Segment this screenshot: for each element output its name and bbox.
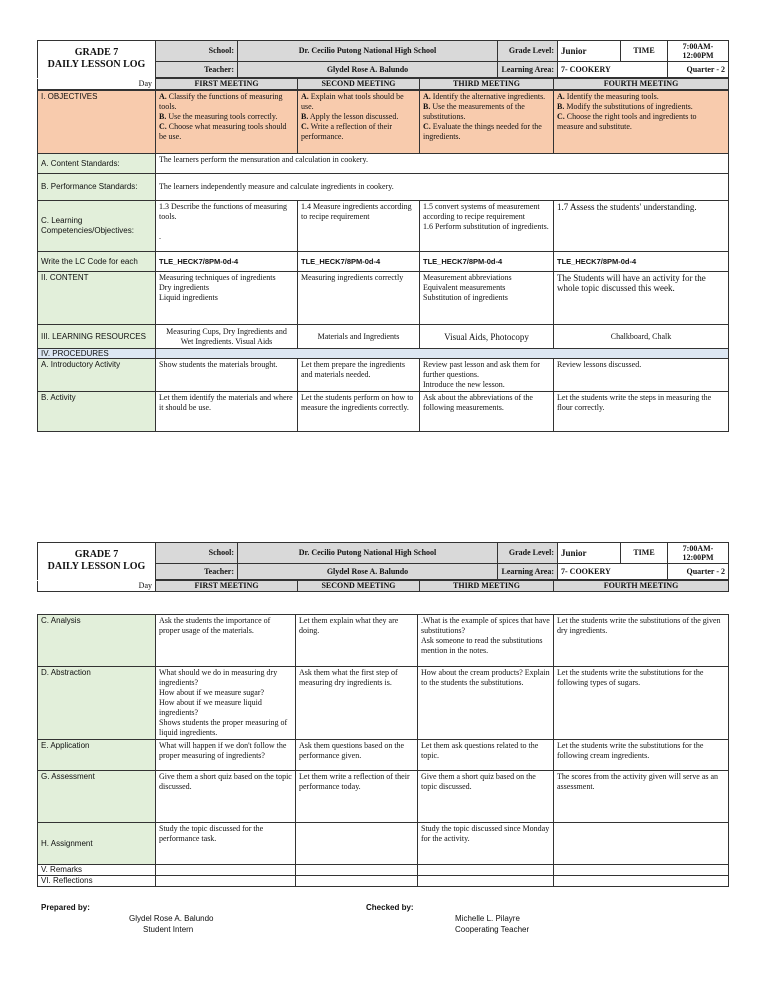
learning-area-label: Learning Area: bbox=[498, 564, 558, 580]
activity-cell-3: Ask about the abbreviations of the following measurements. bbox=[420, 392, 554, 432]
objective-item bbox=[159, 92, 294, 112]
time-label: TIME bbox=[621, 41, 668, 62]
objective-text: Evaluate the things needed for the ingredients. bbox=[423, 122, 542, 141]
intro-cell-3: Review past lesson and ask them for further questions. Introduce the new lesson. bbox=[420, 359, 554, 392]
assignment-label: H. Assignment bbox=[38, 823, 156, 865]
objectives-cell-4 bbox=[554, 91, 729, 154]
objective-text: Identify the measuring tools. bbox=[564, 92, 659, 101]
competency-cell-2: 1.4 Measure ingredients according to recipe requirement bbox=[298, 201, 420, 252]
remarks-row bbox=[38, 865, 729, 876]
school-name: Dr. Cecilio Putong National High School bbox=[238, 543, 498, 564]
objective-text: Identify the alternative ingredients. bbox=[430, 92, 546, 101]
meeting-header-1: FIRST MEETING bbox=[156, 79, 298, 90]
content-cell-4: The Students will have an activity for the whole topic discussed this week. bbox=[554, 272, 729, 325]
time-value: 7:00AM- 12:00PM bbox=[668, 543, 729, 564]
resources-cell-1: Measuring Cups, Dry Ingredients and Wet Ingredients. Visual Aids bbox=[156, 325, 298, 349]
reflections-row bbox=[38, 876, 729, 887]
objective-key: B. bbox=[159, 112, 167, 121]
procedures-label: IV. PROCEDURES bbox=[38, 349, 156, 359]
objective-key: B. bbox=[423, 102, 431, 111]
objective-item bbox=[423, 122, 550, 142]
quarter-value: Quarter - 2 bbox=[668, 62, 729, 78]
meeting-header-4: FOURTH MEETING bbox=[554, 581, 729, 592]
prepared-by-name: Glydel Rose A. Balundo bbox=[129, 914, 214, 923]
meeting-header-2: SECOND MEETING bbox=[298, 79, 420, 90]
objective-key: A. bbox=[301, 92, 309, 101]
objective-item bbox=[557, 92, 725, 102]
time-value: 7:00AM- 12:00PM bbox=[668, 41, 729, 62]
objective-text: Use the measuring tools correctly. bbox=[166, 112, 278, 121]
reflections-cell-1 bbox=[156, 876, 296, 887]
assessment-cell-2: Let them write a reflection of their performance today. bbox=[296, 771, 418, 823]
objective-key: A. bbox=[557, 92, 565, 101]
meeting-header-4: FOURTH MEETING bbox=[554, 79, 729, 90]
assignment-row bbox=[38, 823, 729, 865]
abstraction-label: D. Abstraction bbox=[38, 667, 156, 740]
objective-item bbox=[159, 122, 294, 142]
intro-label: A. Introductory Activity bbox=[38, 359, 156, 392]
learning-area-value: 7- COOKERY bbox=[558, 564, 668, 580]
objective-key: C. bbox=[557, 112, 565, 121]
abstraction-cell-2: Ask them what the first step of measuring dry ingredients is. bbox=[296, 667, 418, 740]
lesson-log-header-2 bbox=[37, 542, 728, 592]
performance-standards-row bbox=[38, 174, 729, 201]
grade-level-value: Junior bbox=[558, 543, 621, 564]
resources-row bbox=[38, 325, 729, 349]
day-label: Day bbox=[38, 581, 156, 592]
resources-label: III. LEARNING RESOURCES bbox=[38, 325, 156, 349]
prepared-by-label: Prepared by: bbox=[41, 903, 90, 912]
checked-by-name: Michelle L. Pilayre bbox=[455, 914, 520, 923]
abstraction-row bbox=[38, 667, 729, 740]
analysis-cell-4: Let the students write the substitutions of the given dry ingredients. bbox=[554, 615, 729, 667]
assessment-cell-1: Give them a short quiz based on the topic discussed. bbox=[156, 771, 296, 823]
objective-item bbox=[159, 112, 294, 122]
abstraction-cell-1: What should we do in measuring dry ingredients? How about if we measure sugar? How about if we measure liquid ingredients? Shows students the proper measuring of liquid ingredients. bbox=[156, 667, 296, 740]
remarks-label: V. Remarks bbox=[38, 865, 156, 876]
time-label: TIME bbox=[621, 543, 668, 564]
lesson-log-header-1 bbox=[37, 40, 728, 90]
grade-title: GRADE 7 DAILY LESSON LOG bbox=[38, 41, 156, 78]
objectives-cell-1 bbox=[156, 91, 298, 154]
lc-code-row bbox=[38, 252, 729, 272]
objective-text: Modify the substitutions of ingredients. bbox=[564, 102, 693, 111]
performance-standards-text: The learners independently measure and calculate ingredients in cookery. bbox=[156, 174, 729, 201]
assignment-cell-2 bbox=[296, 823, 418, 865]
objective-item bbox=[557, 112, 725, 132]
analysis-cell-1: Ask the students the importance of proper usage of the materials. bbox=[156, 615, 296, 667]
remarks-cell-2 bbox=[296, 865, 418, 876]
content-cell-1: Measuring techniques of ingredients Dry ingredients Liquid ingredients bbox=[156, 272, 298, 325]
teacher-name: Glydel Rose A. Balundo bbox=[238, 564, 498, 580]
analysis-cell-3: .What is the example of spices that have substitutions? Ask someone to read the substitutions mention in the notes. bbox=[418, 615, 554, 667]
lc-code-label: Write the LC Code for each bbox=[38, 252, 156, 272]
lesson-log-body-2 bbox=[37, 614, 728, 887]
competency-cell-3: 1.5 convert systems of measurement according to recipe requirement 1.6 Perform substitution of ingredients. bbox=[420, 201, 554, 252]
activity-label: B. Activity bbox=[38, 392, 156, 432]
remarks-cell-3 bbox=[418, 865, 554, 876]
quarter-value: Quarter - 2 bbox=[668, 564, 729, 580]
lesson-log-body-1 bbox=[37, 90, 728, 432]
intro-cell-1: Show students the materials brought. bbox=[156, 359, 298, 392]
content-row bbox=[38, 272, 729, 325]
meeting-header-1: FIRST MEETING bbox=[156, 581, 298, 592]
teacher-label: Teacher: bbox=[156, 62, 238, 78]
objectives-row bbox=[38, 91, 729, 154]
procedures-fill bbox=[156, 349, 729, 359]
reflections-cell-3 bbox=[418, 876, 554, 887]
competencies-row bbox=[38, 201, 729, 252]
abstraction-cell-4: Let the students write the substitutions for the following types of sugars. bbox=[554, 667, 729, 740]
lc-code-cell-2: TLE_HECK7/8PM-0d-4 bbox=[298, 252, 420, 272]
content-cell-2: Measuring ingredients correctly bbox=[298, 272, 420, 325]
assessment-cell-4: The scores from the activity given will serve as an assessment. bbox=[554, 771, 729, 823]
content-label: II. CONTENT bbox=[38, 272, 156, 325]
prepared-by-role: Student Intern bbox=[143, 925, 194, 934]
assignment-cell-4 bbox=[554, 823, 729, 865]
application-cell-1: What will happen if we don't follow the proper measuring of ingredients? bbox=[156, 740, 296, 771]
checked-by-role: Cooperating Teacher bbox=[455, 925, 530, 934]
teacher-label: Teacher: bbox=[156, 564, 238, 580]
competency-cell-4: 1.7 Assess the students' understanding. bbox=[554, 201, 729, 252]
learning-area-value: 7- COOKERY bbox=[558, 62, 668, 78]
objective-text: Explain what tools should be use. bbox=[301, 92, 404, 111]
objective-item bbox=[557, 102, 725, 112]
objective-item bbox=[301, 122, 416, 142]
application-cell-2: Ask them questions based on the performance given. bbox=[296, 740, 418, 771]
objective-text: Choose the right tools and ingredients to measure and substitute. bbox=[557, 112, 697, 131]
school-label: School: bbox=[156, 41, 238, 62]
content-standards-text: The learners perform the mensuration and calculation in cookery. bbox=[156, 154, 729, 174]
content-standards-label: A. Content Standards: bbox=[38, 154, 156, 174]
intro-row bbox=[38, 359, 729, 392]
objective-item bbox=[301, 112, 416, 122]
activity-cell-4: Let the students write the steps in measuring the flour correctly. bbox=[554, 392, 729, 432]
objective-key: B. bbox=[557, 102, 565, 111]
lc-code-cell-4: TLE_HECK7/8PM-0d-4 bbox=[554, 252, 729, 272]
objective-text: Apply the lesson discussed. bbox=[308, 112, 399, 121]
objective-key: C. bbox=[301, 122, 309, 131]
resources-cell-2: Materials and Ingredients bbox=[298, 325, 420, 349]
assessment-cell-3: Give them a short quiz based on the topic discussed. bbox=[418, 771, 554, 823]
assessment-row bbox=[38, 771, 729, 823]
objective-text: Use the measurements of the substitutions. bbox=[423, 102, 525, 121]
competencies-label: C. Learning Competencies/Objectives: bbox=[38, 201, 156, 252]
grade-level-value: Junior bbox=[558, 41, 621, 62]
grade-level-label: Grade Level: bbox=[498, 41, 558, 62]
objectives-label: I. OBJECTIVES bbox=[38, 91, 156, 154]
school-label: School: bbox=[156, 543, 238, 564]
objective-key: A. bbox=[159, 92, 167, 101]
objective-text: Write a reflection of their performance. bbox=[301, 122, 393, 141]
assignment-cell-1: Study the topic discussed for the performance task. bbox=[156, 823, 296, 865]
meeting-header-3: THIRD MEETING bbox=[420, 79, 554, 90]
remarks-cell-4 bbox=[554, 865, 729, 876]
activity-row bbox=[38, 392, 729, 432]
objective-key: C. bbox=[159, 122, 167, 131]
abstraction-cell-3: How about the cream products? Explain to the students the substitutions. bbox=[418, 667, 554, 740]
meeting-header-3: THIRD MEETING bbox=[420, 581, 554, 592]
resources-cell-3: Visual Aids, Photocopy bbox=[420, 325, 554, 349]
application-label: E. Application bbox=[38, 740, 156, 771]
reflections-cell-4 bbox=[554, 876, 729, 887]
objective-item bbox=[423, 102, 550, 122]
assessment-label: G. Assessment bbox=[38, 771, 156, 823]
content-standards-row bbox=[38, 154, 729, 174]
analysis-row bbox=[38, 615, 729, 667]
teacher-name: Glydel Rose A. Balundo bbox=[238, 62, 498, 78]
analysis-cell-2: Let them explain what they are doing. bbox=[296, 615, 418, 667]
learning-area-label: Learning Area: bbox=[498, 62, 558, 78]
objectives-cell-3 bbox=[420, 91, 554, 154]
checked-by-label: Checked by: bbox=[366, 903, 414, 912]
day-label: Day bbox=[38, 79, 156, 90]
assignment-cell-3: Study the topic discussed since Monday for the activity. bbox=[418, 823, 554, 865]
performance-standards-label: B. Performance Standards: bbox=[38, 174, 156, 201]
intro-cell-2: Let them prepare the ingredients and materials needed. bbox=[298, 359, 420, 392]
application-cell-3: Let them ask questions related to the topic. bbox=[418, 740, 554, 771]
objective-key: B. bbox=[301, 112, 309, 121]
lc-code-cell-3: TLE_HECK7/8PM-0d-4 bbox=[420, 252, 554, 272]
lc-code-cell-1: TLE_HECK7/8PM-0d-4 bbox=[156, 252, 298, 272]
school-name: Dr. Cecilio Putong National High School bbox=[238, 41, 498, 62]
objective-key: A. bbox=[423, 92, 431, 101]
remarks-cell-1 bbox=[156, 865, 296, 876]
objectives-cell-2 bbox=[298, 91, 420, 154]
reflections-cell-2 bbox=[296, 876, 418, 887]
resources-cell-4: Chalkboard, Chalk bbox=[554, 325, 729, 349]
objective-item bbox=[423, 92, 550, 102]
reflections-label: VI. Reflections bbox=[38, 876, 156, 887]
meeting-header-2: SECOND MEETING bbox=[298, 581, 420, 592]
application-cell-4: Let the students write the substitutions for the following cream ingredients. bbox=[554, 740, 729, 771]
competency-cell-1: 1.3 Describe the functions of measuring tools. . bbox=[156, 201, 298, 252]
activity-cell-1: Let them identify the materials and where it should be use. bbox=[156, 392, 298, 432]
application-row bbox=[38, 740, 729, 771]
activity-cell-2: Let the students perform on how to measure the ingredients correctly. bbox=[298, 392, 420, 432]
objective-text: Choose what measuring tools should be use. bbox=[159, 122, 287, 141]
objective-key: C. bbox=[423, 122, 431, 131]
procedures-row bbox=[38, 349, 729, 359]
grade-title: GRADE 7 DAILY LESSON LOG bbox=[38, 543, 156, 580]
intro-cell-4: Review lessons discussed. bbox=[554, 359, 729, 392]
objective-item bbox=[301, 92, 416, 112]
grade-level-label: Grade Level: bbox=[498, 543, 558, 564]
analysis-label: C. Analysis bbox=[38, 615, 156, 667]
content-cell-3: Measurement abbreviations Equivalent measurements Substitution of ingredients bbox=[420, 272, 554, 325]
objective-text: Classify the functions of measuring tools. bbox=[159, 92, 283, 111]
